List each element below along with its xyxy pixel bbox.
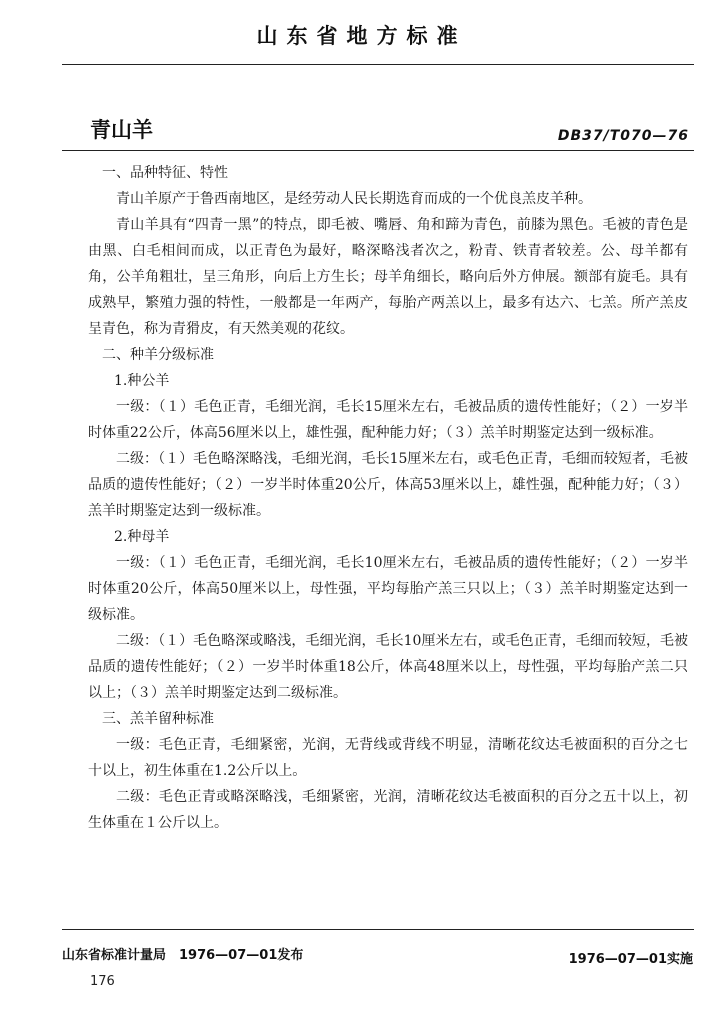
paragraph-lamb-grade1: 一级：毛色正青，毛细紧密，光润，无背线或背线不明显，清晰花纹达毛被面积的百分之七十以上，初生体重在1.2公斤以上。 [88,737,688,779]
section-heading-2: 二、种羊分级标准 [102,347,214,363]
page-number: 176 [90,974,115,989]
standard-code: DB37/T070—76 [557,128,689,144]
paragraph-origin: 青山羊原产于鲁西南地区，是经劳动人民长期选育而成的一个优良羔皮羊种。 [116,191,592,207]
subsection-heading-ewe: 2.种母羊 [114,529,170,545]
paragraph-ram-grade1: 一级：（１）毛色正青，毛细光润，毛长15厘米左右，毛被品质的遗传性能好；（２）一岁半时体重22公斤，体高56厘米以上，雄性强，配种能力好；（３）羔羊时期鉴定达到一级标准。 [88,399,688,441]
footer-rule [62,929,694,930]
top-rule [62,64,694,65]
header-title: 山东省地方标准 [256,24,467,48]
title-rule [62,150,694,151]
paragraph-features: 青山羊具有“四青一黑”的特点，即毛被、嘴唇、角和蹄为青色，前膝为黑色。毛被的青色是由黑、白毛相间而成，以正青色为最好，略深略浅者次之，粉青、铁青者较差。公、母羊都有角，公羊角粗壮，呈三角形，向后上方生长；母羊角细长，略向后外方伸展。额部有旋毛。具有成熟早，繁殖力强的特性，一般都是一年两产，每胎产两羔以上，最多有达六、七羔。所产羔皮呈青色，称为青猾皮，有天然美观的花纹。 [88,217,688,337]
effective-date: 1976—07—01实施 [568,952,693,967]
paragraph-ewe-grade1: 一级：（１）毛色正青，毛细光润，毛长10厘米左右，毛被品质的遗传性能好；（２）一岁半时体重20公斤，体高50厘米以上，母性强，平均每胎产羔三只以上；（３）羔羊时期鉴定达到一级标准。 [88,555,688,623]
standard-name: 青山羊 [90,118,153,142]
body-text [88,160,688,836]
paragraph-lamb-grade2: 二级：毛色正青或略深略浅，毛细紧密，光润，清晰花纹达毛被面积的百分之五十以上，初生体重在１公斤以上。 [88,789,688,831]
issue-info: 山东省标准计量局 1976—07—01发布 [62,948,304,963]
section-heading-3: 三、羔羊留种标准 [102,711,214,727]
paragraph-ram-grade2: 二级：（１）毛色略深略浅，毛细光润，毛长15厘米左右，或毛色正青，毛细而较短者，毛被品质的遗传性能好；（２）一岁半时体重20公斤，体高53厘米以上，雄性强，配种能力好；（３）羔羊时期鉴定达到一级标准。 [88,451,688,519]
paragraph-ewe-grade2: 二级：（１）毛色略深或略浅，毛细光润，毛长10厘米左右，或毛色正青，毛细而较短，毛被品质的遗传性能好；（２）一岁半时体重18公斤，体高48厘米以上，母性强，平均每胎产羔二只以上；（３）羔羊时期鉴定达到二级标准。 [88,633,688,701]
subsection-heading-ram: 1.种公羊 [114,373,170,389]
section-heading-1: 一、品种特征、特性 [102,165,228,181]
